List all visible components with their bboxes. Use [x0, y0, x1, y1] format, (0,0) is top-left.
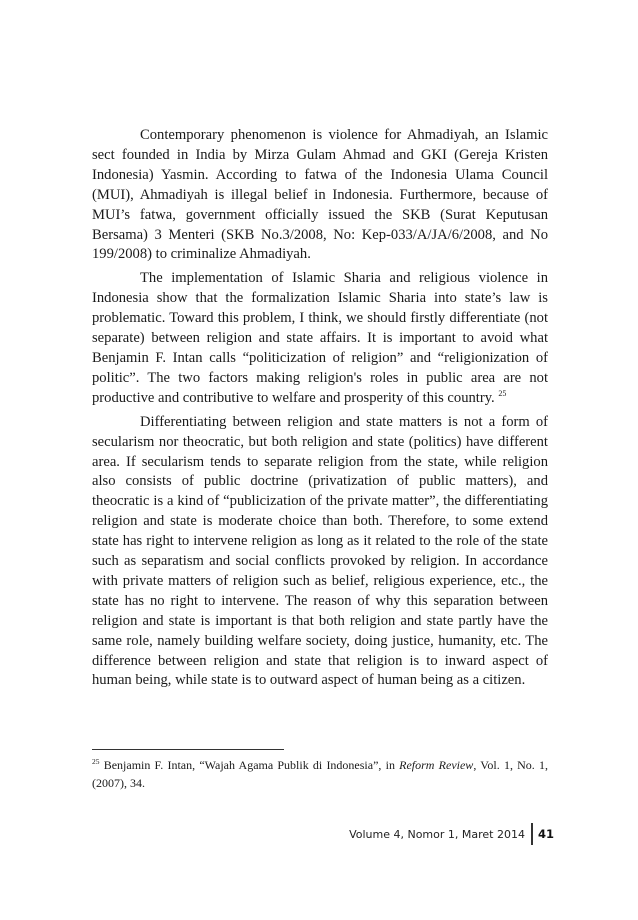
footnote-text-before: Benjamin F. Intan, “Wajah Agama Publik di Indonesia”, in	[103, 758, 400, 772]
footnote-text-after: , Vol. 1, No. 1, (2007), 34.	[92, 758, 548, 790]
main-text	[92, 126, 548, 691]
paragraph-text: Differentiating between religion and state matters is not a form of secularism nor theocratic, but both religion and state (politics) have different area. If secularism tends to separate religion from the state, while religion also consists of public doctrine (privatization of public matters), and theocratic is a kind of “publicization of the private matter”, the differentiating religion and state is moderate choice than both. Therefore, to some extend state has right to intervene religion as long as it related to the role of the state such as separatism and social conflicts provoked by religion. In accordance with private matters of religion such as belief, religious experience, etc., the state has no right to intervene. The reason of why this separation between religion and state is important is that both religion and state partly have the same role, namely building welfare society, doing justice, humanity, etc. The difference between religion and state that religion is to inward aspect of human being, while state is to outward aspect of human being as a citizen.	[92, 413, 548, 689]
footnote	[92, 756, 548, 792]
paragraph	[92, 269, 548, 408]
footnote-number: 25	[92, 757, 100, 766]
page-number: 41	[537, 827, 554, 841]
footnote-journal: Reform Review	[399, 758, 474, 772]
issue-label: Volume 4, Nomor 1, Maret 2014	[349, 827, 525, 841]
paragraph	[92, 126, 548, 265]
footnote-divider	[92, 749, 284, 750]
paragraph-text: Contemporary phenomenon is violence for Ahmadiyah, an Islamic sect founded in India by Mirza Gulam Ahmad and GKI (Gereja Kristen Indonesia) Yasmin. According to fatwa of the Indonesia Ulama Council (MUI), Ahmadiyah is illegal belief in Indonesia. Furthermore, because of MUI’s fatwa, government officially issued the SKB (Surat Keputusan Bersama) 3 Menteri (SKB No.3/2008, No: Kep-033/A/JA/6/2008, and No 199/2008) to criminalize Ahmadiyah.	[92, 127, 548, 263]
paragraph	[92, 413, 548, 692]
paragraph-text: The implementation of Islamic Sharia and religious violence in Indonesia show that the formalization Islamic Sharia into state’s law is problematic. Toward this problem, I think, we should firstly differentiate (not separate) between religion and state affairs. It is important to avoid what Benjamin F. Intan calls “politicization of religion” and “religionization of politic”. The two factors making religion's roles in public area are not productive and contributive to welfare and prosperity of this country.	[92, 270, 548, 406]
footnote-reference[interactable]: 25	[498, 388, 507, 398]
page-footer	[349, 823, 554, 845]
